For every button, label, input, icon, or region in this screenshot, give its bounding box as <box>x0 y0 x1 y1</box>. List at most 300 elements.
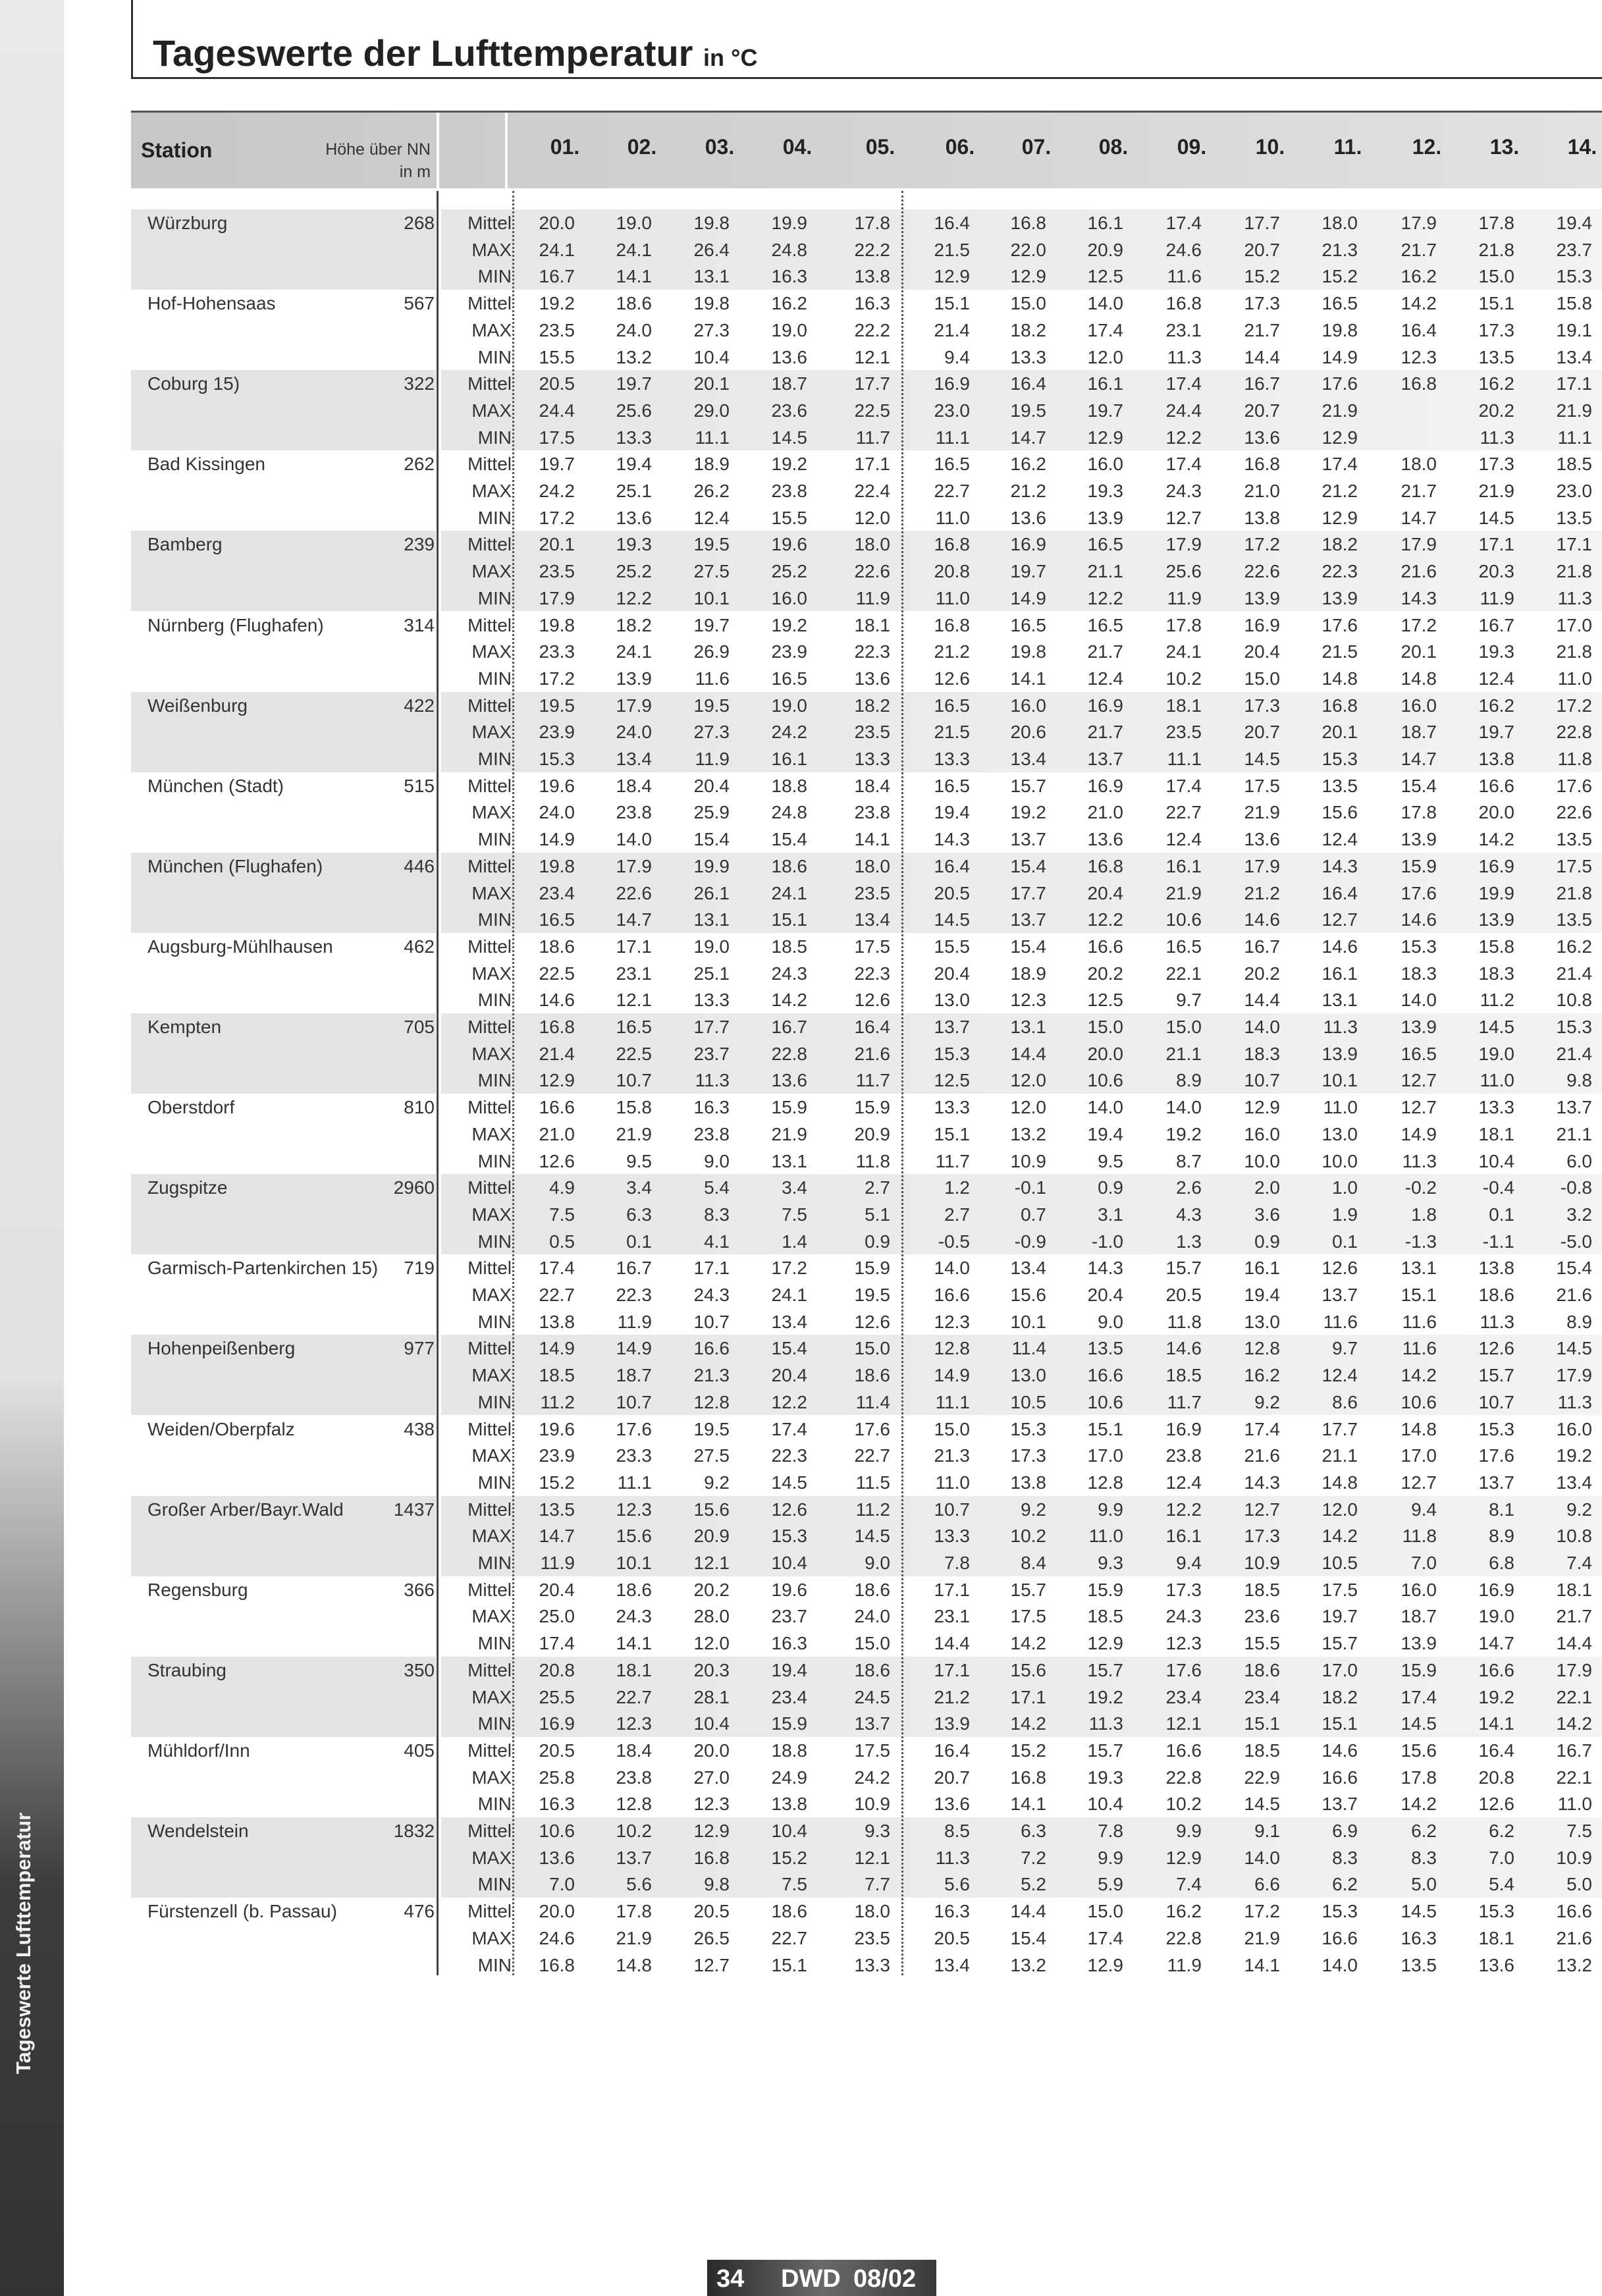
value-cell: 8.3 <box>1332 1847 1358 1868</box>
value-cell: 18.5 <box>1244 1740 1280 1761</box>
value-cell: 17.4 <box>1401 1686 1437 1707</box>
value-cell: 22.2 <box>854 239 890 260</box>
value-cell: 19.5 <box>1010 400 1046 421</box>
value-cell: 16.7 <box>1556 1740 1592 1761</box>
value-cell: 12.3 <box>616 1713 652 1734</box>
value-cell: 16.1 <box>1087 373 1123 394</box>
row-type: Mittel <box>467 1499 512 1520</box>
value-cell: 18.4 <box>616 1740 652 1761</box>
value-cell: 24.1 <box>539 239 575 260</box>
station-hoehe: 719 <box>404 1258 435 1279</box>
value-cell: 17.5 <box>539 427 575 448</box>
station-name: Kempten <box>147 1017 222 1037</box>
value-cell: 5.0 <box>1566 1874 1592 1895</box>
value-cell: -0.9 <box>1014 1231 1046 1252</box>
value-cell: 12.3 <box>934 1311 970 1332</box>
value-cell: 19.3 <box>616 534 652 555</box>
value-cell: 16.8 <box>1087 855 1123 876</box>
value-cell: 18.0 <box>854 855 890 876</box>
value-cell: 21.7 <box>1401 481 1437 501</box>
header-separator <box>437 113 439 188</box>
value-cell: 16.8 <box>1322 695 1358 716</box>
value-cell: 17.2 <box>539 668 575 689</box>
day-header-7: 07. <box>1021 135 1052 159</box>
value-cell: 6.2 <box>1411 1821 1437 1841</box>
value-cell: 17.3 <box>1165 1579 1202 1600</box>
value-cell: 16.2 <box>1010 454 1046 475</box>
value-cell: 15.7 <box>1087 1659 1123 1680</box>
value-cell: 17.5 <box>854 936 890 957</box>
value-cell: 14.2 <box>1010 1633 1046 1654</box>
value-cell: 1.3 <box>1176 1231 1202 1252</box>
value-cell: 15.9 <box>1087 1579 1123 1600</box>
value-cell: 21.7 <box>1244 319 1280 340</box>
column-rule-dotted <box>901 191 903 1975</box>
value-cell: 5.2 <box>1021 1874 1046 1895</box>
value-cell: 15.6 <box>1010 1659 1046 1680</box>
value-cell: 21.9 <box>771 1123 807 1144</box>
value-cell: 8.6 <box>1332 1391 1358 1412</box>
row-type: MIN <box>477 507 512 528</box>
value-cell: 5.6 <box>944 1874 970 1895</box>
value-cell: 19.4 <box>934 802 970 823</box>
station-hoehe: 476 <box>404 1901 435 1922</box>
value-cell: 19.0 <box>771 695 807 716</box>
value-cell: 12.2 <box>616 587 652 608</box>
value-cell: 23.4 <box>539 882 575 903</box>
value-cell: 24.2 <box>771 722 807 743</box>
value-cell: 15.2 <box>1244 266 1280 287</box>
value-cell: 7.5 <box>549 1204 575 1225</box>
value-cell: 16.7 <box>1244 936 1280 957</box>
value-cell: 22.7 <box>616 1686 652 1707</box>
value-cell: 16.2 <box>1244 1365 1280 1386</box>
day-header-11: 11. <box>1333 135 1362 159</box>
value-cell: 8.5 <box>944 1821 970 1841</box>
value-cell: 11.7 <box>1167 1391 1202 1412</box>
value-cell: 22.0 <box>1010 239 1046 260</box>
value-cell: 19.0 <box>693 936 730 957</box>
value-cell: 15.1 <box>1322 1713 1358 1734</box>
value-cell: 9.8 <box>704 1874 730 1895</box>
value-cell: 13.4 <box>1010 1258 1046 1279</box>
value-cell: 10.8 <box>1556 1526 1592 1547</box>
value-cell: 13.4 <box>616 749 652 769</box>
row-type: MAX <box>471 1767 512 1788</box>
value-cell: 11.6 <box>695 668 730 689</box>
value-cell: 17.6 <box>1401 882 1437 903</box>
value-cell: 12.0 <box>693 1633 730 1654</box>
value-cell: 15.1 <box>1401 1285 1437 1305</box>
value-cell: 12.0 <box>854 507 890 528</box>
value-cell: 22.8 <box>1165 1767 1202 1788</box>
value-cell: 11.8 <box>1167 1311 1202 1332</box>
value-cell: 18.2 <box>616 614 652 635</box>
station-hoehe: 422 <box>404 695 435 716</box>
value-cell: 14.6 <box>1322 1740 1358 1761</box>
value-cell: 14.5 <box>771 427 807 448</box>
value-cell: 17.4 <box>539 1633 575 1654</box>
value-cell: 21.8 <box>1478 239 1514 260</box>
value-cell: 17.9 <box>616 695 652 716</box>
value-cell: 9.9 <box>1098 1847 1123 1868</box>
station-name: Garmisch-Partenkirchen 15) <box>147 1258 379 1279</box>
value-cell: 23.3 <box>539 641 575 662</box>
value-cell: 23.8 <box>693 1123 730 1144</box>
station-hoehe: 405 <box>404 1740 435 1761</box>
value-cell: 13.6 <box>1010 507 1046 528</box>
value-cell: 14.0 <box>1401 990 1437 1011</box>
value-cell: 11.0 <box>1557 1794 1592 1815</box>
value-cell: 18.6 <box>771 855 807 876</box>
value-cell: 13.6 <box>934 1794 970 1815</box>
value-cell: 14.5 <box>771 1472 807 1493</box>
value-cell: 5.9 <box>1098 1874 1123 1895</box>
value-cell: 20.2 <box>693 1579 730 1600</box>
value-cell: 6.3 <box>1021 1821 1046 1841</box>
value-cell: 18.6 <box>854 1365 890 1386</box>
value-cell: 19.2 <box>1165 1123 1202 1144</box>
value-cell: 9.3 <box>865 1821 890 1841</box>
value-cell: 14.6 <box>1401 909 1437 930</box>
value-cell: -0.4 <box>1482 1177 1514 1198</box>
value-cell: 16.0 <box>1010 695 1046 716</box>
station-name: München (Flughafen) <box>147 855 323 876</box>
value-cell: 12.7 <box>1401 1472 1437 1493</box>
value-cell: 14.4 <box>1556 1633 1592 1654</box>
station-name: Hof-Hohensaas <box>147 293 276 314</box>
value-cell: 13.1 <box>693 909 730 930</box>
value-cell: 20.5 <box>1165 1285 1202 1305</box>
row-type: Mittel <box>467 1177 512 1198</box>
value-cell: 13.0 <box>1244 1311 1280 1332</box>
value-cell: 12.7 <box>1322 909 1358 930</box>
value-cell: 9.9 <box>1176 1821 1202 1841</box>
row-type: MAX <box>471 561 512 582</box>
value-cell: 18.2 <box>1322 1686 1358 1707</box>
value-cell: 12.9 <box>1165 1847 1202 1868</box>
value-cell: 25.2 <box>771 561 807 582</box>
value-cell: 21.6 <box>1556 1927 1592 1948</box>
day-header-9: 09. <box>1177 135 1207 159</box>
value-cell: 12.1 <box>693 1553 730 1573</box>
value-cell: 10.9 <box>1010 1150 1046 1171</box>
row-type: Mittel <box>467 775 512 796</box>
value-cell: 16.4 <box>1010 373 1046 394</box>
value-cell: 10.7 <box>934 1499 970 1520</box>
value-cell: 14.4 <box>1244 990 1280 1011</box>
value-cell: 16.8 <box>934 534 970 555</box>
value-cell: 12.8 <box>1087 1472 1123 1493</box>
value-cell: 18.2 <box>1322 534 1358 555</box>
value-cell: 8.3 <box>704 1204 730 1225</box>
value-cell: 18.7 <box>616 1365 652 1386</box>
value-cell: 5.4 <box>704 1177 730 1198</box>
value-cell: 15.2 <box>1322 266 1358 287</box>
value-cell: 13.6 <box>539 1847 575 1868</box>
value-cell: 13.8 <box>771 1794 807 1815</box>
value-cell: 18.7 <box>771 373 807 394</box>
value-cell: 23.1 <box>934 1606 970 1627</box>
row-type: MIN <box>477 1311 512 1332</box>
value-cell: 22.6 <box>616 882 652 903</box>
value-cell: 21.7 <box>1556 1606 1592 1627</box>
value-cell: 16.8 <box>539 1017 575 1037</box>
value-cell: 20.1 <box>539 534 575 555</box>
value-cell: 13.3 <box>616 427 652 448</box>
value-cell: 19.5 <box>854 1285 890 1305</box>
value-cell: 13.5 <box>1401 1954 1437 1975</box>
value-cell: 29.0 <box>693 400 730 421</box>
value-cell: 12.4 <box>1165 1472 1202 1493</box>
value-cell: 13.7 <box>1010 909 1046 930</box>
value-cell: 10.4 <box>771 1821 807 1841</box>
value-cell: 13.5 <box>1087 1338 1123 1359</box>
value-cell: 18.1 <box>854 614 890 635</box>
value-cell: 21.9 <box>1478 481 1514 501</box>
value-cell: 24.8 <box>771 802 807 823</box>
value-cell: 24.0 <box>539 802 575 823</box>
value-cell: 14.6 <box>539 990 575 1011</box>
value-cell: 23.5 <box>539 319 575 340</box>
value-cell: 19.6 <box>771 1579 807 1600</box>
value-cell: 16.2 <box>1478 695 1514 716</box>
value-cell: 11.2 <box>540 1391 575 1412</box>
value-cell: 21.8 <box>1556 641 1592 662</box>
value-cell: 19.8 <box>1010 641 1046 662</box>
value-cell: 13.3 <box>854 1954 890 1975</box>
value-cell: 17.9 <box>1244 855 1280 876</box>
value-cell: 15.7 <box>1010 1579 1046 1600</box>
value-cell: 24.3 <box>616 1606 652 1627</box>
value-cell: 19.9 <box>693 855 730 876</box>
value-cell: 17.9 <box>1401 534 1437 555</box>
value-cell: 12.4 <box>1165 829 1202 850</box>
station-name: München (Stadt) <box>147 775 284 796</box>
value-cell: 14.8 <box>616 1954 652 1975</box>
value-cell: 15.1 <box>934 1123 970 1144</box>
value-cell: 13.7 <box>854 1713 890 1734</box>
value-cell: 15.8 <box>1478 936 1514 957</box>
station-name: Zugspitze <box>147 1177 228 1198</box>
value-cell: 19.4 <box>1087 1123 1123 1144</box>
value-cell: 15.7 <box>1322 1633 1358 1654</box>
value-cell: 24.9 <box>771 1767 807 1788</box>
value-cell: 16.6 <box>693 1338 730 1359</box>
value-cell: 11.9 <box>1167 1954 1202 1975</box>
value-cell: 24.6 <box>1165 239 1202 260</box>
value-cell: 14.5 <box>1401 1713 1437 1734</box>
value-cell: 13.5 <box>1322 775 1358 796</box>
value-cell: 17.5 <box>1322 1579 1358 1600</box>
value-cell: 16.6 <box>539 1097 575 1118</box>
value-cell: 21.9 <box>1165 882 1202 903</box>
value-cell: 20.9 <box>1087 239 1123 260</box>
footer-issue: 08/02 <box>853 2265 917 2293</box>
value-cell: 2.6 <box>1176 1177 1202 1198</box>
value-cell: 15.2 <box>771 1847 807 1868</box>
value-cell: 22.3 <box>616 1285 652 1305</box>
value-cell: 13.5 <box>539 1499 575 1520</box>
value-cell: 13.8 <box>539 1311 575 1332</box>
value-cell: 17.1 <box>854 454 890 475</box>
station-hoehe: 438 <box>404 1418 435 1439</box>
value-cell: 11.3 <box>1557 587 1592 608</box>
value-cell: 4.9 <box>549 1177 575 1198</box>
value-cell: 12.0 <box>1322 1499 1358 1520</box>
value-cell: 16.9 <box>1010 534 1046 555</box>
value-cell: 22.1 <box>1165 963 1202 984</box>
value-cell: 12.9 <box>1087 1954 1123 1975</box>
station-hoehe: 977 <box>404 1338 435 1359</box>
value-cell: 10.4 <box>1087 1794 1123 1815</box>
value-cell: 16.1 <box>1165 855 1202 876</box>
row-type: MIN <box>477 587 512 608</box>
value-cell: 11.9 <box>1480 587 1514 608</box>
value-cell: 16.6 <box>1165 1740 1202 1761</box>
value-cell: 12.6 <box>854 990 890 1011</box>
value-cell: 17.6 <box>1322 373 1358 394</box>
value-cell: 18.2 <box>1010 319 1046 340</box>
value-cell: 15.9 <box>771 1713 807 1734</box>
value-cell: 10.6 <box>1087 1391 1123 1412</box>
value-cell: 16.0 <box>771 587 807 608</box>
day-header-13: 13. <box>1489 135 1520 159</box>
value-cell: 18.7 <box>1401 722 1437 743</box>
value-cell: 16.8 <box>1165 293 1202 314</box>
value-cell: 14.5 <box>1244 1794 1280 1815</box>
value-cell: 18.0 <box>1401 454 1437 475</box>
value-cell: 10.7 <box>616 1070 652 1091</box>
value-cell: 15.7 <box>1478 1365 1514 1386</box>
value-cell: 11.0 <box>1323 1097 1358 1118</box>
value-cell: 11.3 <box>1480 1311 1514 1332</box>
value-cell: 14.1 <box>616 266 652 287</box>
page-footer <box>707 2260 936 2296</box>
value-cell: 24.2 <box>854 1767 890 1788</box>
value-cell: 17.9 <box>1401 213 1437 233</box>
value-cell: 20.9 <box>693 1526 730 1547</box>
value-cell: 17.5 <box>1556 855 1592 876</box>
row-type: MIN <box>477 1231 512 1252</box>
value-cell: 14.0 <box>934 1258 970 1279</box>
station-name: Bad Kissingen <box>147 454 266 475</box>
row-type: MAX <box>471 882 512 903</box>
value-cell: 21.7 <box>1087 641 1123 662</box>
value-cell: 26.4 <box>693 239 730 260</box>
value-cell: 19.5 <box>539 695 575 716</box>
value-cell: 28.0 <box>693 1606 730 1627</box>
value-cell: 16.4 <box>1322 882 1358 903</box>
value-cell: 12.8 <box>1244 1338 1280 1359</box>
value-cell: 20.5 <box>539 1740 575 1761</box>
value-cell: 20.2 <box>1244 963 1280 984</box>
value-cell: 19.9 <box>771 213 807 233</box>
value-cell: 27.3 <box>693 722 730 743</box>
value-cell: 16.6 <box>1322 1767 1358 1788</box>
value-cell: 18.1 <box>1556 1579 1592 1600</box>
value-cell: 13.9 <box>1478 909 1514 930</box>
value-cell: 14.7 <box>1010 427 1046 448</box>
value-cell: 13.0 <box>1010 1365 1046 1386</box>
value-cell: 13.5 <box>1556 507 1592 528</box>
value-cell: 19.0 <box>1478 1606 1514 1627</box>
value-cell: 17.6 <box>854 1418 890 1439</box>
value-cell: 14.1 <box>1478 1713 1514 1734</box>
value-cell: 21.7 <box>1401 239 1437 260</box>
value-cell: 25.1 <box>693 963 730 984</box>
value-cell: 18.6 <box>616 293 652 314</box>
value-cell: 19.8 <box>693 293 730 314</box>
value-cell: 20.5 <box>693 1901 730 1922</box>
value-cell: 22.1 <box>1556 1767 1592 1788</box>
value-cell: 16.6 <box>934 1285 970 1305</box>
value-cell: 21.6 <box>1401 561 1437 582</box>
value-cell: 25.0 <box>539 1606 575 1627</box>
value-cell: 19.3 <box>1087 481 1123 501</box>
value-cell: 10.9 <box>1244 1553 1280 1573</box>
value-cell: 16.7 <box>1244 373 1280 394</box>
row-type: Mittel <box>467 1901 512 1922</box>
header-hoehe: Höhe über NN in m <box>325 140 431 181</box>
station-name: Nürnberg (Flughafen) <box>147 614 324 635</box>
value-cell: 16.1 <box>1322 963 1358 984</box>
value-cell: 12.3 <box>1165 1633 1202 1654</box>
value-cell: 7.0 <box>1411 1553 1437 1573</box>
value-cell: 18.6 <box>539 936 575 957</box>
value-cell: 20.4 <box>771 1365 807 1386</box>
value-cell: 19.2 <box>771 614 807 635</box>
value-cell: 7.2 <box>1021 1847 1046 1868</box>
day-header-4: 04. <box>782 135 813 159</box>
value-cell: 22.3 <box>854 963 890 984</box>
value-cell: 11.6 <box>1402 1311 1437 1332</box>
value-cell: 7.0 <box>549 1874 575 1895</box>
value-cell: 12.5 <box>1087 990 1123 1011</box>
value-cell: 24.6 <box>539 1927 575 1948</box>
value-cell: 14.8 <box>1322 668 1358 689</box>
value-cell: 13.6 <box>1244 829 1280 850</box>
value-cell: 23.9 <box>771 641 807 662</box>
day-header-14: 14. <box>1567 135 1597 159</box>
value-cell: 14.2 <box>1556 1713 1592 1734</box>
value-cell: 14.0 <box>1087 1097 1123 1118</box>
value-cell: 16.3 <box>771 1633 807 1654</box>
value-cell: 11.3 <box>1402 1150 1437 1171</box>
value-cell: 17.9 <box>1556 1659 1592 1680</box>
value-cell: 23.7 <box>1556 239 1592 260</box>
value-cell: 16.9 <box>1244 614 1280 635</box>
value-cell: 27.0 <box>693 1767 730 1788</box>
value-cell: 11.4 <box>1011 1338 1046 1359</box>
value-cell: 11.7 <box>855 427 890 448</box>
value-cell: 0.5 <box>549 1231 575 1252</box>
value-cell: 4.1 <box>704 1231 730 1252</box>
row-type: Mittel <box>467 1821 512 1841</box>
value-cell: 22.1 <box>1556 1686 1592 1707</box>
value-cell: 13.4 <box>1556 346 1592 367</box>
value-cell: 12.1 <box>854 1847 890 1868</box>
station-hoehe: 1437 <box>393 1499 435 1520</box>
row-type: Mittel <box>467 855 512 876</box>
value-cell: 18.5 <box>1244 1579 1280 1600</box>
value-cell: 22.3 <box>771 1445 807 1466</box>
value-cell: 16.7 <box>771 1017 807 1037</box>
value-cell: 14.9 <box>539 1338 575 1359</box>
value-cell: 26.9 <box>693 641 730 662</box>
value-cell: 21.3 <box>1322 239 1358 260</box>
station-name: Bamberg <box>147 534 223 555</box>
